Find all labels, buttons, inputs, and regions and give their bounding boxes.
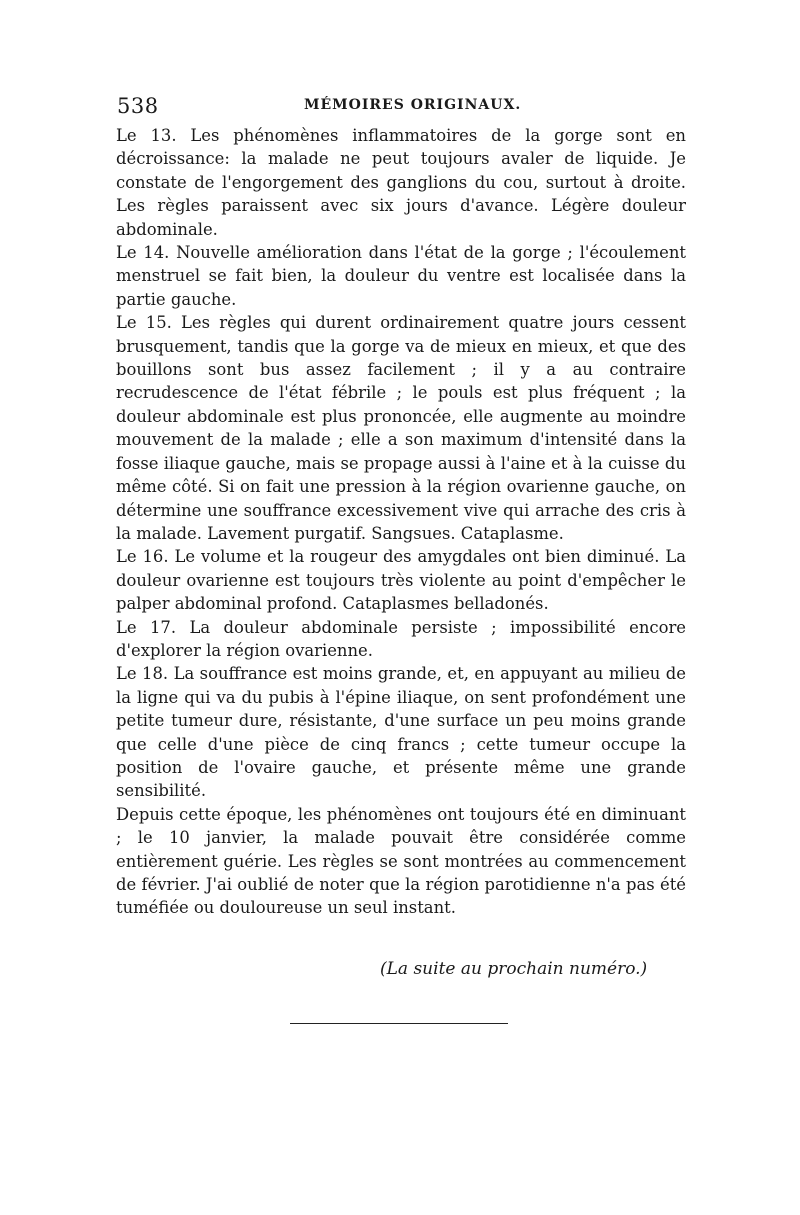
paragraph-le-14: Le 14. Nouvelle amélioration dans l'état de la gorge ; l'écoulement menstruel se fait bien, la douleur du ventre est localisée dans la partie gauche.	[116, 243, 686, 309]
section-rule	[290, 1023, 508, 1024]
running-head: MÉMOIRES ORIGINAUX.	[304, 97, 522, 113]
paragraph-le-17: Le 17. La douleur abdominale persiste ; impossibilité encore d'explorer la région ovarienne.	[116, 617, 686, 660]
page-header	[117, 94, 687, 120]
paragraph-depuis: Depuis cette époque, les phénomènes ont toujours été en diminuant ; le 10 janvier, la malade pouvait être considérée comme entièrement guérie. Les règles se sont montrées au commencement de février. J'ai oublié de noter que la région parotidienne n'a pas été tuméfiée ou douloureuse un seul instant.	[116, 804, 686, 918]
paragraph-le-15: Le 15. Les règles qui durent ordinairement quatre jours cessent brusquement, tandis que la gorge va de mieux en mieux, et que des bouillons sont bus assez facilement ; il y a au contraire recrudescence de l'état fébrile ; le pouls est plus fréquent ; la douleur abdominale est plus prononcée, elle augmente au moindre mouvement de la malade ; elle a son maximum d'intensité dans la fosse iliaque gauche, mais se propage aussi à l'aine et à la cuisse du même côté. Si on fait une pression à la région ovarienne gauche, on détermine une souffrance excessivement vive qui arrache des cris à la malade. Lavement purgatif. Sangsues. Cataplasme.	[116, 313, 686, 543]
body-text	[116, 124, 686, 920]
continuation-note: (La suite au prochain numéro.)	[380, 959, 648, 979]
page-number: 538	[117, 94, 159, 118]
paragraph-le-13: Le 13. Les phénomènes inflammatoires de la gorge sont en décroissance: la malade ne peut toujours avaler de liquide. Je constate de l'engorgement des ganglions du cou, surtout à droite. Les règles paraissent avec six jours d'avance. Légère douleur abdominale.	[116, 126, 686, 239]
paragraph-le-16: Le 16. Le volume et la rougeur des amygdales ont bien diminué. La douleur ovarienne est toujours très violente au point d'empêcher le palper abdominal profond. Cataplasmes belladonés.	[116, 547, 686, 614]
paragraph-le-18: Le 18. La souffrance est moins grande, et, en appuyant au milieu de la ligne qui va du pubis à l'épine iliaque, on sent profondément une petite tumeur dure, résistante, d'une surface un peu moins grande que celle d'une pièce de cinq francs ; cette tumeur occupe la position de l'ovaire gauche, et présente même une grande sensibilité.	[116, 664, 686, 801]
